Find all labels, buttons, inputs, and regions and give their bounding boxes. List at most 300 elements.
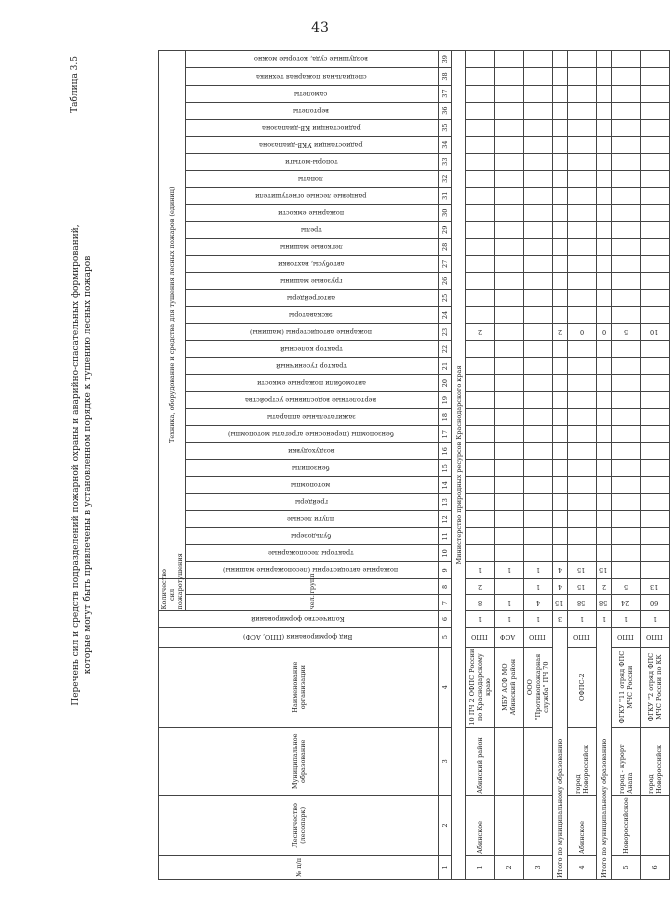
cell-col-28 <box>466 238 495 255</box>
cell-col-22 <box>597 341 612 358</box>
cell-col-20 <box>466 375 495 392</box>
cell-col-15 <box>524 460 553 477</box>
cell-people <box>568 595 597 611</box>
header-equip-26 <box>186 272 439 289</box>
column-number-28: 28 <box>439 238 452 255</box>
cell-forestry <box>524 795 553 855</box>
cell-groups-text: 13 <box>649 582 659 591</box>
cell-col-28 <box>495 238 524 255</box>
page-number: 43 <box>311 20 329 36</box>
column-number-25: 25 <box>439 289 452 306</box>
cell-col-32 <box>612 170 641 187</box>
cell-col-20 <box>495 375 524 392</box>
cell-col-19 <box>524 392 553 409</box>
cell-col-20 <box>524 375 553 392</box>
header-equip-9-text: пожарные автоцистерны (лесопожарные машины) <box>223 566 399 575</box>
cell-col-14 <box>524 477 553 494</box>
cell-col-15 <box>597 460 612 477</box>
header-equip-35 <box>186 119 439 136</box>
column-number-16: 16 <box>439 443 452 460</box>
cell-col-37 <box>466 85 495 102</box>
cell-groups <box>641 579 670 595</box>
header-equip-17-text: бензопомпы (переносные агрегаты мотопомпы) <box>228 430 394 439</box>
cell-col-19 <box>466 392 495 409</box>
cell-col-24 <box>568 306 597 323</box>
cell-col-31 <box>597 187 612 204</box>
cell-col-9-text: 1 <box>535 566 540 575</box>
cell-type <box>612 627 641 647</box>
header-equip-28 <box>186 238 439 255</box>
cell-col-10 <box>568 545 597 562</box>
cell-col-35 <box>641 119 670 136</box>
column-number-35: 35 <box>439 119 452 136</box>
cell-col-35 <box>612 119 641 136</box>
column-number-10: 10 <box>439 545 452 562</box>
table-row <box>524 51 553 880</box>
cell-col-39 <box>597 51 612 69</box>
cell-forestry: Абинское <box>568 795 597 855</box>
cell-col-16 <box>641 443 670 460</box>
cell-forestry <box>641 795 670 855</box>
cell-col-36 <box>641 102 670 119</box>
cell-forestry <box>495 795 524 855</box>
column-number-15: 15 <box>439 460 452 477</box>
cell-col-9 <box>495 562 524 579</box>
cell-col-33 <box>641 153 670 170</box>
cell-type <box>524 627 553 647</box>
header-org: Наименование организации <box>159 647 439 727</box>
cell-col-39 <box>553 51 568 69</box>
column-number-31: 31 <box>439 187 452 204</box>
cell-col-23-text: 0 <box>601 327 606 336</box>
cell-municipality <box>495 727 524 795</box>
header-equip-17 <box>186 426 439 443</box>
cell-col-15 <box>466 460 495 477</box>
cell-count-text: 3 <box>557 615 562 624</box>
cell-col-19 <box>568 392 597 409</box>
header-equip-39-text: воздушные суда, которые можно <box>254 55 368 64</box>
table-label: Таблица 3.5 <box>70 56 80 113</box>
cell-col-36 <box>612 102 641 119</box>
cell-col-12 <box>568 511 597 528</box>
cell-count <box>495 611 524 627</box>
header-equip-38 <box>186 68 439 85</box>
cell-col-11 <box>524 528 553 545</box>
cell-col-11 <box>495 528 524 545</box>
cell-col-30 <box>524 204 553 221</box>
cell-col-32 <box>568 170 597 187</box>
cell-col-27 <box>568 255 597 272</box>
caption-line-1: Перечень сил и средств подразделений пожарной охраны и аварийно-спасательных формирований, <box>71 224 81 706</box>
cell-col-10 <box>524 545 553 562</box>
cell-col-30 <box>466 204 495 221</box>
cell-col-37 <box>553 85 568 102</box>
cell-people-text: 15 <box>554 598 564 607</box>
cell-type <box>641 627 670 647</box>
cell-col-36 <box>568 102 597 119</box>
header-equip-11-text: бульдозеры <box>290 532 332 541</box>
cell-col-31 <box>524 187 553 204</box>
cell-col-30 <box>597 204 612 221</box>
cell-type-text: ППО <box>470 633 488 642</box>
header-equip-36 <box>186 102 439 119</box>
cell-people-text: 58 <box>576 598 586 607</box>
cell-col-23-text: 0 <box>579 327 584 336</box>
header-equip-11 <box>186 528 439 545</box>
cell-col-23 <box>495 323 524 340</box>
cell-col-20 <box>597 375 612 392</box>
cell-col-30 <box>641 204 670 221</box>
cell-col-19 <box>641 392 670 409</box>
cell-col-24 <box>597 306 612 323</box>
cell-col-11 <box>612 528 641 545</box>
cell-col-17 <box>597 426 612 443</box>
header-equip-33-text: топоры-мотыги <box>284 157 338 166</box>
column-number-20: 20 <box>439 375 452 392</box>
cell-people <box>641 595 670 611</box>
header-equip-23 <box>186 323 439 340</box>
cell-col-18 <box>568 409 597 426</box>
cell-col-26 <box>568 272 597 289</box>
cell-col-32 <box>553 170 568 187</box>
header-equip-34 <box>186 136 439 153</box>
column-number-18: 18 <box>439 409 452 426</box>
column-number-23: 23 <box>439 323 452 340</box>
cell-count <box>466 611 495 627</box>
cell-people <box>495 595 524 611</box>
header-equip-18 <box>186 409 439 426</box>
cell-col-20 <box>612 375 641 392</box>
cell-col-33 <box>524 153 553 170</box>
cell-col-9-text: 1 <box>506 566 511 575</box>
cell-count <box>553 611 568 627</box>
cell-count <box>612 611 641 627</box>
cell-col-13 <box>597 494 612 511</box>
header-equip-23-text: пожарные автоцистерны (машины) <box>250 327 372 336</box>
cell-col-12 <box>612 511 641 528</box>
cell-col-24 <box>495 306 524 323</box>
cell-col-10 <box>641 545 670 562</box>
cell-col-32 <box>524 170 553 187</box>
cell-col-15 <box>612 460 641 477</box>
cell-org: ФГКУ "11 отряд ФПС МЧС России <box>612 647 641 727</box>
column-number-3: 3 <box>439 727 452 795</box>
cell-org: 10 ПЧ 2 ОФПС России по Краснодарскому краю <box>466 647 495 727</box>
cell-col-19 <box>495 392 524 409</box>
header-equip-19-text: вертолетные водосливные устройства <box>245 396 377 405</box>
column-number-39: 39 <box>439 51 452 69</box>
cell-type <box>466 627 495 647</box>
cell-col-12 <box>553 511 568 528</box>
cell-col-29 <box>597 221 612 238</box>
cell-col-21 <box>568 358 597 375</box>
cell-col-22 <box>568 341 597 358</box>
header-equip-20-text: автомобили пожарные емкости <box>256 379 366 388</box>
cell-count-text: 1 <box>652 615 657 624</box>
cell-col-9-text: 15 <box>576 566 586 575</box>
cell-col-37 <box>641 85 670 102</box>
cell-col-21 <box>597 358 612 375</box>
cell-col-32 <box>466 170 495 187</box>
cell-total-label: Итого по муниципальному образованию <box>553 627 568 879</box>
cell-col-24 <box>553 306 568 323</box>
cell-col-37 <box>612 85 641 102</box>
cell-col-37 <box>524 85 553 102</box>
header-equip-15-text: бензопилы <box>292 464 330 473</box>
cell-col-30 <box>612 204 641 221</box>
cell-col-18 <box>597 409 612 426</box>
cell-col-38 <box>568 68 597 85</box>
cell-col-37 <box>597 85 612 102</box>
cell-num: 5 <box>612 855 641 879</box>
column-number-9: 9 <box>439 562 452 579</box>
cell-col-28 <box>612 238 641 255</box>
cell-col-31 <box>553 187 568 204</box>
cell-col-16 <box>553 443 568 460</box>
cell-col-23-text: 2 <box>557 327 562 336</box>
header-equip-19 <box>186 392 439 409</box>
cell-col-39 <box>612 51 641 69</box>
cell-col-23 <box>568 323 597 340</box>
column-number-38: 38 <box>439 68 452 85</box>
cell-col-9 <box>524 562 553 579</box>
cell-col-17 <box>568 426 597 443</box>
header-equip-38-text: специальная пожарная техника <box>255 72 367 81</box>
cell-col-22 <box>466 341 495 358</box>
cell-col-23 <box>553 323 568 340</box>
header-groups: групп <box>186 579 439 595</box>
cell-col-22 <box>612 341 641 358</box>
cell-col-13 <box>612 494 641 511</box>
header-count <box>159 611 439 627</box>
header-people: чел. <box>186 595 439 611</box>
cell-count-text: 1 <box>535 615 540 624</box>
header-equip-10 <box>186 545 439 562</box>
forces-table <box>158 50 670 880</box>
header-equip-14-text: мотопомпы <box>291 481 331 490</box>
cell-col-16 <box>524 443 553 460</box>
cell-col-9-text: 1 <box>477 566 482 575</box>
cell-people <box>524 595 553 611</box>
cell-col-23-text: 2 <box>477 327 482 336</box>
cell-count <box>568 611 597 627</box>
cell-col-26 <box>597 272 612 289</box>
cell-people <box>466 595 495 611</box>
column-number-33: 33 <box>439 153 452 170</box>
cell-col-23 <box>466 323 495 340</box>
cell-col-24 <box>524 306 553 323</box>
cell-col-9 <box>612 562 641 579</box>
cell-col-25 <box>612 289 641 306</box>
cell-col-28 <box>597 238 612 255</box>
cell-col-14 <box>641 477 670 494</box>
cell-col-31 <box>495 187 524 204</box>
header-equip-20 <box>186 375 439 392</box>
cell-col-29 <box>641 221 670 238</box>
cell-col-26 <box>612 272 641 289</box>
cell-col-24 <box>641 306 670 323</box>
header-equip-10-text: тракторы лесопожарные <box>268 549 354 558</box>
cell-col-36 <box>524 102 553 119</box>
cell-municipality: город - курорт Анапа <box>612 727 641 795</box>
cell-col-17 <box>553 426 568 443</box>
cell-col-18 <box>553 409 568 426</box>
header-equip-29-text: трелы <box>300 225 322 234</box>
cell-col-11 <box>597 528 612 545</box>
cell-col-11 <box>641 528 670 545</box>
cell-col-27 <box>612 255 641 272</box>
cell-col-33 <box>612 153 641 170</box>
header-equip-28-text: легковые машины <box>279 242 343 251</box>
cell-people-text: 1 <box>506 598 511 607</box>
cell-num: 4 <box>568 855 597 879</box>
cell-type-text: ППО <box>616 633 634 642</box>
header-equip-26-text: грузовые машины <box>279 276 343 285</box>
header-equip-25-text: автогрейдеры <box>287 293 335 302</box>
cell-col-14 <box>612 477 641 494</box>
cell-col-36 <box>597 102 612 119</box>
header-equip-16 <box>186 443 439 460</box>
cell-col-9-text: 15 <box>598 566 608 575</box>
cell-col-16 <box>466 443 495 460</box>
cell-groups-text: 2 <box>601 582 606 591</box>
header-equip-25 <box>186 289 439 306</box>
cell-col-35 <box>524 119 553 136</box>
header-equip-39 <box>186 51 439 69</box>
header-equip-32-text: лопаты <box>298 174 324 183</box>
cell-groups-text: 15 <box>576 582 586 591</box>
cell-col-17 <box>612 426 641 443</box>
cell-col-9 <box>641 562 670 579</box>
cell-people <box>612 595 641 611</box>
table-row <box>612 51 641 880</box>
cell-col-36 <box>495 102 524 119</box>
cell-col-33 <box>495 153 524 170</box>
table-row <box>568 51 597 880</box>
header-equip-24-text: экскаваторы <box>289 310 333 319</box>
header-equip-32 <box>186 170 439 187</box>
cell-groups-text: 1 <box>535 582 540 591</box>
cell-col-21 <box>466 358 495 375</box>
cell-col-28 <box>641 238 670 255</box>
cell-col-13 <box>641 494 670 511</box>
cell-col-10 <box>466 545 495 562</box>
cell-groups-text: 4 <box>557 582 562 591</box>
header-equip-22-text: трактор колесный <box>279 345 343 354</box>
cell-col-27 <box>641 255 670 272</box>
cell-people-text: 60 <box>649 598 659 607</box>
cell-col-12 <box>495 511 524 528</box>
header-equip-12-text: плуги лесные <box>287 515 335 524</box>
cell-col-13 <box>568 494 597 511</box>
header-equip-13-text: грейдеры <box>294 498 328 507</box>
header-equip-24 <box>186 306 439 323</box>
header-equip-30 <box>186 204 439 221</box>
cell-col-35 <box>495 119 524 136</box>
ministry-row <box>452 51 466 880</box>
table-caption <box>70 50 94 880</box>
cell-municipality: город Новороссийск <box>568 727 597 795</box>
cell-col-20 <box>568 375 597 392</box>
cell-col-34 <box>641 136 670 153</box>
column-number-5: 5 <box>439 627 452 647</box>
cell-org: ФГКУ "2 отряд ФПС МЧС России по КК <box>641 647 670 727</box>
cell-col-34 <box>524 136 553 153</box>
cell-org: ОФПС-2 <box>568 647 597 727</box>
cell-col-15 <box>641 460 670 477</box>
column-number-11: 11 <box>439 528 452 545</box>
cell-col-25 <box>495 289 524 306</box>
cell-col-17 <box>495 426 524 443</box>
header-type <box>159 627 439 647</box>
cell-col-29 <box>495 221 524 238</box>
cell-col-25 <box>641 289 670 306</box>
cell-count-text: 1 <box>601 615 606 624</box>
cell-count <box>641 611 670 627</box>
header-equip-21-text: трактор гусеничный <box>275 362 347 371</box>
column-number-6: 6 <box>439 611 452 627</box>
cell-col-18 <box>495 409 524 426</box>
cell-col-11 <box>568 528 597 545</box>
cell-col-38 <box>524 68 553 85</box>
cell-groups-text: 2 <box>477 582 482 591</box>
cell-groups <box>568 579 597 595</box>
header-num: № п/п <box>159 855 439 879</box>
cell-col-31 <box>568 187 597 204</box>
cell-col-34 <box>466 136 495 153</box>
header-equip-12 <box>186 511 439 528</box>
total-row <box>553 51 568 880</box>
cell-col-31 <box>466 187 495 204</box>
cell-num: 1 <box>466 855 495 879</box>
header-equip-22 <box>186 341 439 358</box>
cell-num: 6 <box>641 855 670 879</box>
header-row-1 <box>159 51 186 880</box>
cell-col-26 <box>495 272 524 289</box>
column-number-14: 14 <box>439 477 452 494</box>
cell-col-15 <box>553 460 568 477</box>
cell-col-13 <box>553 494 568 511</box>
table-row <box>641 51 670 880</box>
header-equip-29 <box>186 221 439 238</box>
header-personnel: Количество сил пожаротушения <box>160 553 184 610</box>
cell-col-36 <box>553 102 568 119</box>
column-number-4: 4 <box>439 647 452 727</box>
cell-col-16 <box>568 443 597 460</box>
cell-col-28 <box>524 238 553 255</box>
cell-col-12 <box>597 511 612 528</box>
table-row <box>495 51 524 880</box>
cell-col-9 <box>597 562 612 579</box>
column-number-30: 30 <box>439 204 452 221</box>
cell-col-13 <box>524 494 553 511</box>
cell-col-19 <box>553 392 568 409</box>
cell-people <box>553 595 568 611</box>
cell-col-32 <box>641 170 670 187</box>
cell-col-29 <box>466 221 495 238</box>
column-number-2: 2 <box>439 795 452 855</box>
header-equip-27 <box>186 255 439 272</box>
cell-col-12 <box>524 511 553 528</box>
column-number-34: 34 <box>439 136 452 153</box>
cell-people-text: 24 <box>620 598 630 607</box>
cell-type-text: ППО <box>572 633 590 642</box>
cell-col-21 <box>495 358 524 375</box>
cell-groups-text: 5 <box>623 582 628 591</box>
cell-col-34 <box>597 136 612 153</box>
cell-col-16 <box>612 443 641 460</box>
cell-col-12 <box>641 511 670 528</box>
